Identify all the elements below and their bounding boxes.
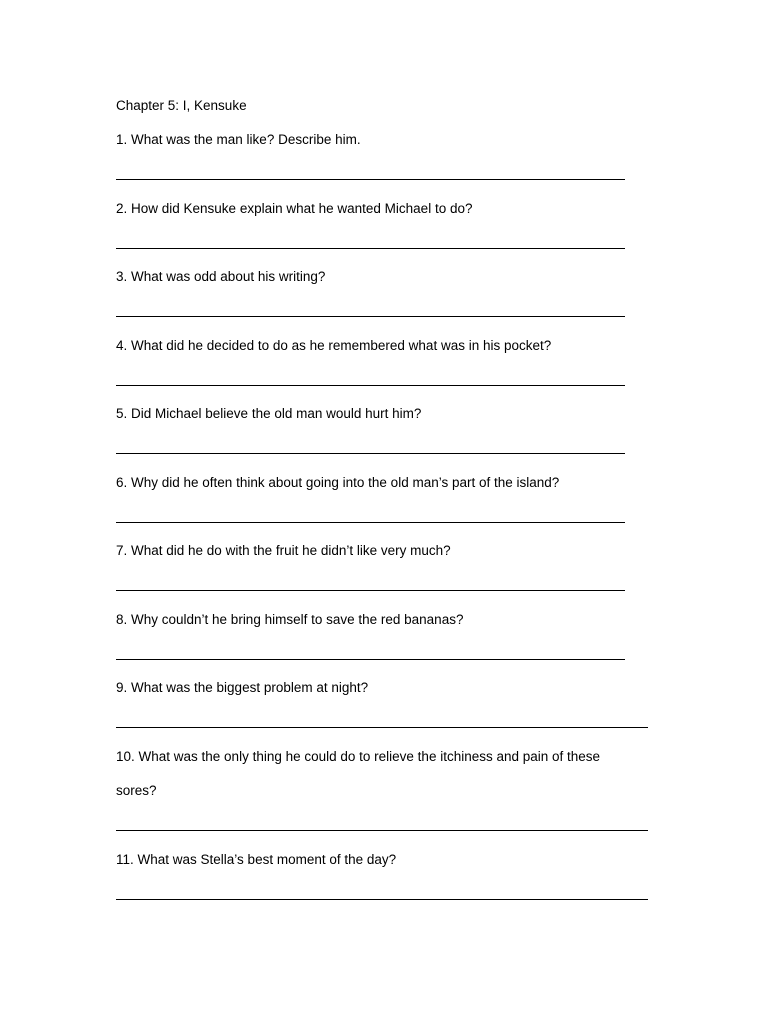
question-1: 1. What was the man like? Describe him.: [116, 132, 361, 147]
answer-line-1: [116, 179, 625, 180]
answer-line-7: [116, 590, 625, 591]
worksheet-title: Chapter 5: I, Kensuke: [116, 98, 247, 113]
answer-line-3: [116, 316, 625, 317]
question-4: 4. What did he decided to do as he remembered what was in his pocket?: [116, 338, 552, 353]
question-3: 3. What was odd about his writing?: [116, 269, 326, 284]
answer-line-10: [116, 830, 648, 831]
question-10: 10. What was the only thing he could do to relieve the itchiness and pain of these: [116, 749, 601, 764]
answer-line-8: [116, 659, 625, 660]
question-10-continued: sores?: [116, 783, 157, 798]
answer-line-6: [116, 522, 625, 523]
question-6: 6. Why did he often think about going into the old man’s part of the island?: [116, 475, 560, 490]
answer-line-5: [116, 453, 625, 454]
question-9: 9. What was the biggest problem at night?: [116, 680, 369, 695]
answer-line-11: [116, 899, 648, 900]
answer-line-4: [116, 385, 625, 386]
question-5: 5. Did Michael believe the old man would hurt him?: [116, 406, 422, 421]
answer-line-9: [116, 727, 648, 728]
question-11: 11. What was Stella’s best moment of the day?: [116, 852, 397, 867]
question-7: 7. What did he do with the fruit he didn’t like very much?: [116, 543, 451, 558]
question-2: 2. How did Kensuke explain what he wanted Michael to do?: [116, 201, 473, 216]
answer-line-2: [116, 248, 625, 249]
question-8: 8. Why couldn’t he bring himself to save the red bananas?: [116, 612, 464, 627]
